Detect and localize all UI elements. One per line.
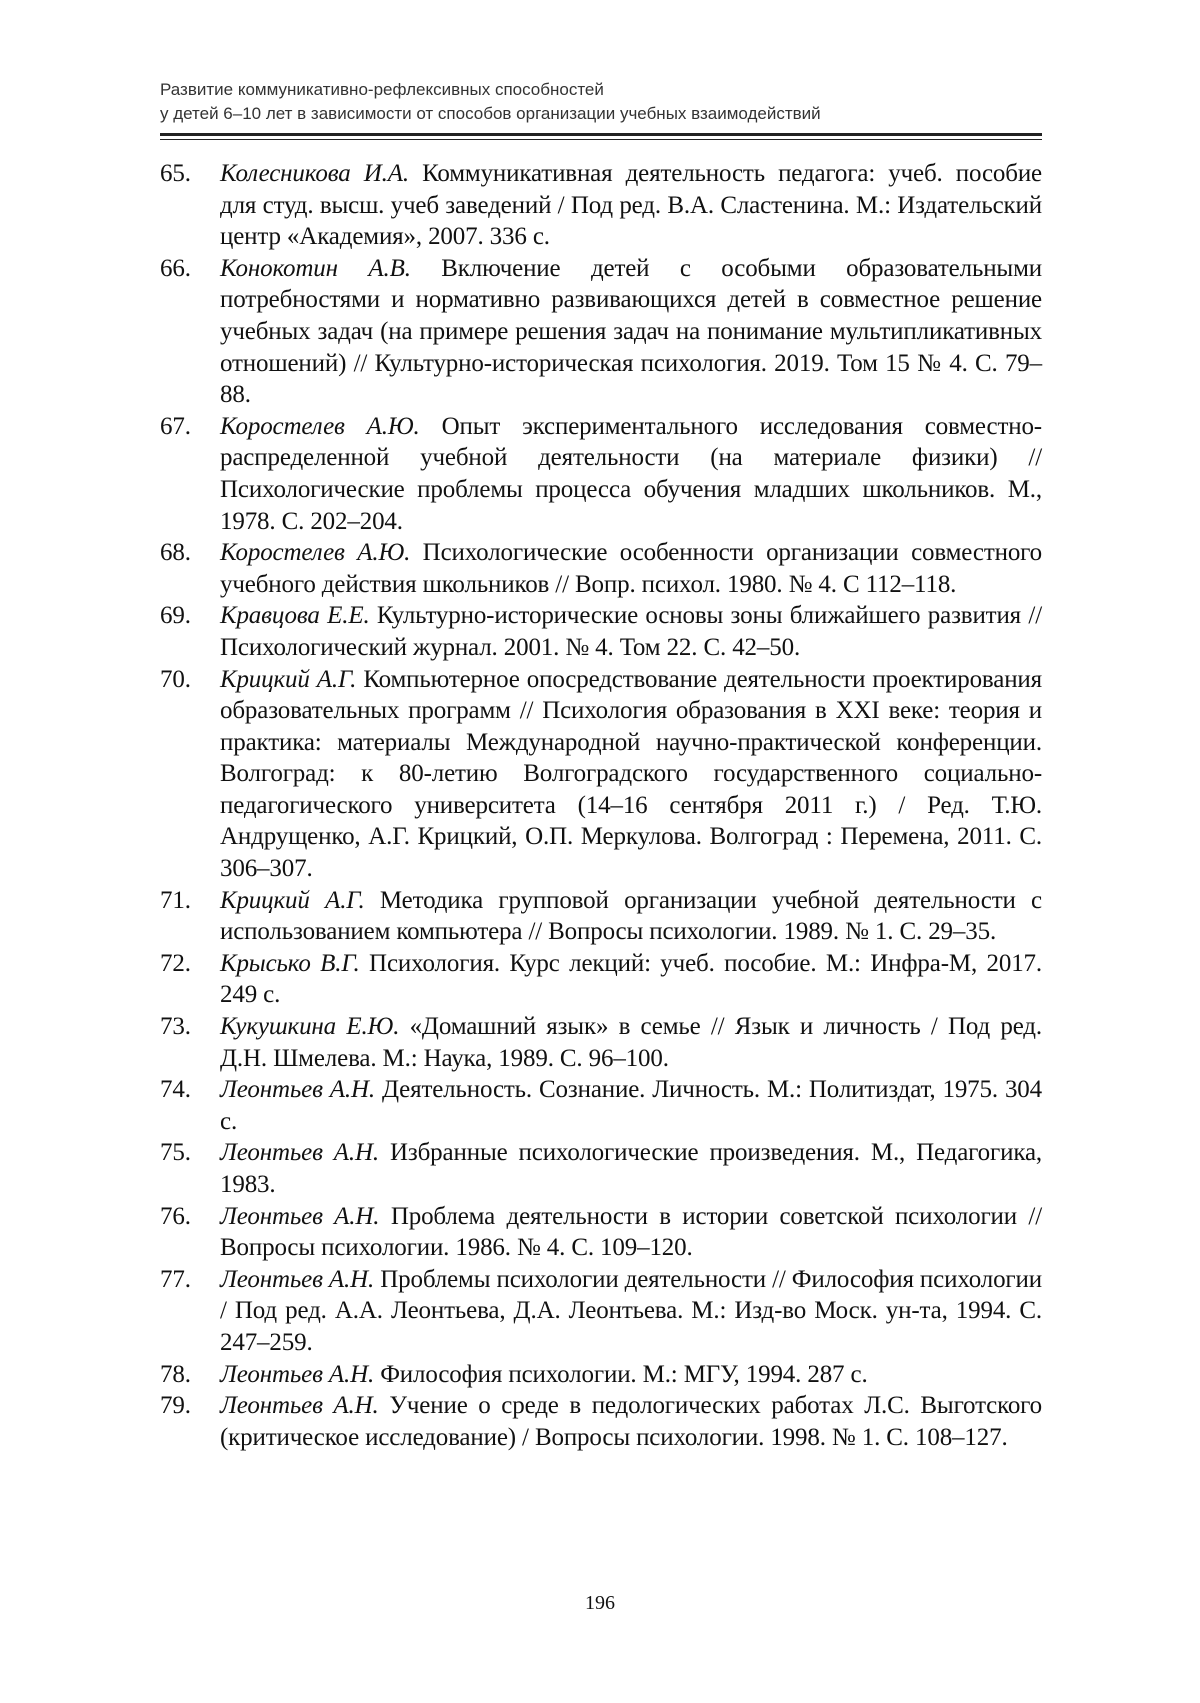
entry-number: 71.	[160, 886, 191, 914]
entry-number: 77.	[160, 1265, 191, 1293]
bibliography-entry	[160, 1264, 1042, 1359]
entry-text: Опыт экспериментального исследования совместно-распределенной учебной деятельности (на материале физики) // Психологические проблемы процесса обучения младших школьников. М., 1978. С. 202–204.	[220, 412, 1042, 535]
bibliography-list	[160, 158, 1042, 1453]
bibliography-entry	[160, 1201, 1042, 1264]
entry-text: Психология. Курс лекций: учеб. пособие. М.: Инфра-М, 2017. 249 с.	[220, 949, 1043, 1009]
entry-author: Крицкий А.Г.	[220, 886, 365, 914]
page-number: 196	[585, 1592, 615, 1614]
entry-number: 74.	[160, 1076, 191, 1104]
entry-author: Леонтьев А.Н.	[220, 1202, 380, 1230]
entry-author: Леонтьев А.Н.	[220, 1360, 375, 1388]
running-header	[160, 78, 1042, 126]
entry-number: 69.	[160, 602, 191, 630]
entry-text: Философия психологии. М.: МГУ, 1994. 287 с.	[374, 1360, 868, 1388]
entry-author: Кравцова Е.Е.	[220, 602, 370, 630]
bibliography-entry	[160, 158, 1042, 253]
entry-text: Психологические особенности организации совместного учебного действия школьников // Вопр. психол. 1980. № 4. С 112–118.	[220, 539, 1043, 598]
bibliography-entry	[160, 600, 1042, 663]
entry-text: Избранные психологические произведения. М., Педагогика, 1983.	[220, 1139, 1043, 1198]
header-rule-thin	[160, 139, 1042, 140]
header-rule-thick	[160, 133, 1042, 136]
bibliography-entry	[160, 1074, 1042, 1137]
bibliography-entry	[160, 1137, 1042, 1200]
entry-text: Включение детей с особыми образовательными потребностями и нормативно развивающихся детей в совместное решение учебных задач (на примере решения задач на понимание мультипликативных отношений) // Культурно-историческая психология. 2019. Том 15 № 4. С. 79–88.	[220, 254, 1042, 409]
entry-text: Методика групповой организации учебной деятельности с использованием компьютера // Вопросы психологии. 1989. № 1. С. 29–35.	[220, 886, 1042, 946]
entry-author: Леонтьев А.Н.	[220, 1139, 379, 1167]
bibliography-entry	[160, 948, 1042, 1011]
entry-number: 75.	[160, 1139, 191, 1167]
entry-text: Компьютерное опосредствование деятельности проектирования образовательных программ // Психология образования в XXI веке: теория и практика: материалы Международной научно-практической конференции. Волгоград: к 80-летию Волгоградского государственного социально-педагогического университета (14–16 сентября 2011 г.) / Ред. Т.Ю. Андрущенко, А.Г. Крицкий, О.П. Меркулова. Волгоград : Перемена, 2011. С. 306–307.	[220, 665, 1043, 883]
entry-number: 79.	[160, 1392, 191, 1420]
entry-number: 65.	[160, 160, 191, 187]
entry-author: Крицкий А.Г.	[220, 665, 357, 693]
bibliography-entry	[160, 1390, 1042, 1453]
entry-number: 67.	[160, 412, 191, 440]
bibliography-entry	[160, 253, 1042, 411]
entry-author: Кукушкина Е.Ю.	[220, 1013, 400, 1041]
entry-author: Леонтьев А.Н.	[220, 1392, 379, 1420]
bibliography-entry	[160, 885, 1042, 948]
entry-author: Колесникова И.А.	[220, 160, 409, 187]
bibliography-entry	[160, 411, 1042, 537]
entry-author: Коростелев А.Ю.	[220, 412, 420, 440]
bibliography-entry	[160, 1359, 1042, 1391]
entry-author: Конокотин А.В.	[220, 254, 411, 282]
entry-text: Деятельность. Сознание. Личность. М.: Политиздат, 1975. 304 с.	[220, 1076, 1043, 1135]
entry-text: Учение о среде в педологических работах Л.С. Выготского (критическое исследование) / Вопросы психологии. 1998. № 1. С. 108–127.	[220, 1392, 1043, 1451]
bibliography-entry	[160, 537, 1042, 600]
entry-author: Коростелев А.Ю.	[220, 539, 411, 567]
entry-text: «Домашний язык» в семье // Язык и личность / Под ред. Д.Н. Шмелева. М.: Наука, 1989. С. 96–100.	[220, 1013, 1042, 1072]
entry-number: 72.	[160, 949, 191, 977]
entry-author: Крысько В.Г.	[220, 949, 360, 977]
entry-number: 68.	[160, 539, 191, 567]
running-header-line-1: Развитие коммуникативно-рефлексивных способностей	[160, 80, 604, 99]
running-header-line-2: у детей 6–10 лет в зависимости от способов организации учебных взаимодействий	[160, 104, 821, 123]
entry-number: 76.	[160, 1202, 191, 1230]
entry-author: Леонтьев А.Н.	[220, 1265, 375, 1293]
entry-number: 70.	[160, 665, 191, 693]
entry-text: Проблема деятельности в истории советской психологии // Вопросы психологии. 1986. № 4. С. 109–120.	[220, 1202, 1043, 1262]
entry-text: Коммуникативная деятельность педагога: учеб. пособие для студ. высш. учеб заведений / Под ред. В.А. Сластенина. М.: Издательский центр «Академия», 2007. 336 с.	[220, 160, 1042, 251]
entry-number: 78.	[160, 1360, 191, 1388]
bibliography-entry	[160, 1011, 1042, 1074]
entry-number: 66.	[160, 254, 191, 282]
entry-text: Культурно-исторические основы зоны ближайшего развития // Психологический журнал. 2001. № 4. Том 22. С. 42–50.	[220, 602, 1042, 661]
entry-text: Проблемы психологии деятельности // Философия психологии / Под ред. А.А. Леонтьева, Д.А. Леонтьева. М.: Изд-во Моск. ун-та, 1994. С. 247–259.	[220, 1265, 1042, 1356]
entry-author: Леонтьев А.Н.	[220, 1076, 375, 1104]
entry-number: 73.	[160, 1013, 191, 1041]
bibliography-entry	[160, 664, 1042, 885]
